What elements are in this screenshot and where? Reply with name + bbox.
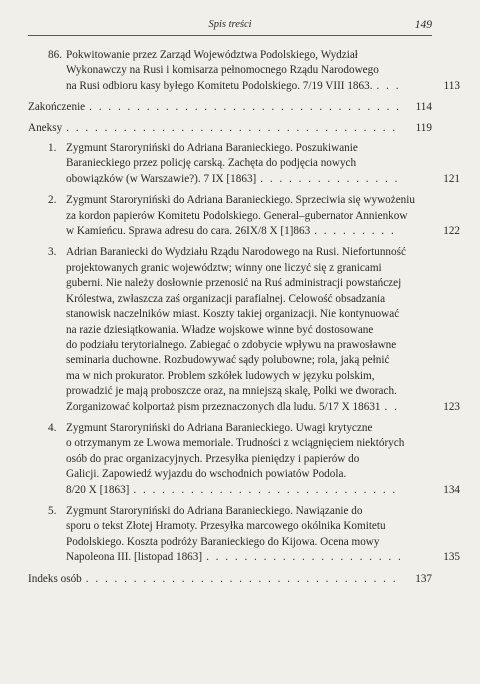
toc-entry-line: Zorganizować kolportaż pism przeznaczonych dla ludu. 5/17 X 18631 [66,400,381,413]
toc-page-ref: 135 [443,551,460,564]
toc-entry-annex-4 [28,421,460,498]
toc-entry-line: Baranieckiego przez policję carską. Zachęta do podjęcia nowych [66,157,357,170]
toc-entry-line: Zygmunt Staroryпiński do Adriana Baranieckiego. Nawiązanie do [66,504,363,517]
toc-entry-line: Adrian Baraniecki do Wydziału Rządu Narodowego na Rusi. Niefortunność [66,246,406,259]
toc-entry-line: o otrzymanym ze Lwowa memoriale. Trudności z wciągnięciem niektórych [66,437,405,450]
toc-entry-line: Zygmunt Staroryпiński do Adriana Baranieckiego. Sprzeciwia się wywożeniu [66,194,415,207]
page-number: 149 [414,19,432,31]
toc-entry-annex-3 [28,245,460,414]
toc-entry-line: stanowisk naczelników miast. Koszty takiej organizacji. Nie kontynuować [66,308,400,321]
toc-entry-line: Zygmunt Staroryпiński do Adriana Baranieckiego. Uwagi krytyczne [66,421,373,434]
leader-dots [377,79,401,94]
leader-dots [314,224,400,239]
toc-entry-line: do podziału terytorialnego. Zabiegać o zdobycie wpływu na prawosławne [66,338,397,351]
toc-page-ref: 114 [415,101,432,114]
toc-entry-number: 86. [48,49,62,61]
toc-entry-indeks [28,572,432,587]
toc-entry-number: 4. [48,421,57,434]
toc-entry-86 [28,48,460,94]
toc-entry-number: 3. [48,246,57,259]
table-of-contents [28,48,460,592]
toc-entry-line: Galicji. Zapowiedź wyjazdu do wschodnich powiatów Podola. [66,468,347,481]
leader-dots [385,400,400,415]
toc-entry-aneksy [28,121,432,136]
toc-entry-line: Pokwitowanie przez Zarząd Województwa Podolskiego, Wydział [66,49,358,61]
toc-entry-annex-2 [28,193,460,239]
toc-entry-line: projektowanych granic województw; winny one liczyć się z granicami [66,261,382,274]
toc-page-ref: 119 [415,121,432,134]
toc-entry-line: Podolskiego. Koszta podróży Baranieckiego do Kijowa. Ocena mowy [66,535,380,548]
leader-dots [86,572,400,587]
toc-page-ref: 113 [443,79,460,92]
toc-entry-label: Indeks osób [28,572,82,585]
toc-page-ref: 121 [443,172,460,185]
toc-entry-annex-1 [28,141,460,187]
running-title: Spis treści [208,19,252,30]
toc-entry-line: na razie dziesiątkowania. Władze wojskowe winne być dostosowane [66,323,374,336]
toc-entry-label: Aneksy [28,121,63,134]
leader-dots [89,100,400,115]
toc-page-ref: 137 [415,572,432,585]
toc-entry-line: guberni. Nie należy dosłownie przenosić na Ruś administracji powstańczej [66,277,402,290]
toc-entry-number: 2. [48,194,57,207]
toc-entry-line: w Kamieńcu. Sprawa adresu do cara. 26IX/8 X [1]863 [66,225,311,238]
leader-dots [260,172,400,187]
leader-dots [133,483,400,498]
leader-dots [66,121,400,136]
toc-page-ref: 122 [443,225,460,238]
toc-entry-number: 1. [48,142,57,155]
header-rule [28,35,432,36]
toc-entry-line: obowiązków (w Warszawie?). 7 IX [1863] [66,172,257,185]
toc-entry-line: Wykonawczy na Rusi i komisarza pełnomocnego Rządu Narodowego [66,64,379,77]
toc-page-ref: 134 [443,483,460,496]
toc-entry-line: seminaria duchowne. Rozbudowywać sądy polubowne; rola, jaką pełnić [66,354,390,367]
toc-entry-line: prowadzić je mają proboszcze oraz, na mniejszą skalę, Polki we dworach. [66,385,397,398]
toc-entry-line: 8/20 X [1863] [66,483,130,496]
toc-entry-line: osób do prac organizacyjnych. Przesyłka pieniędzy i papierów do [66,452,360,465]
leader-dots [206,550,400,565]
toc-entry-line: Królestwa, zwłaszcza zaś organizacji parafialnej. Celowość obsadzania [66,292,386,305]
toc-entry-line: ma w nich prokurator. Problem szkółek ludowych w języku polskim, [66,369,375,382]
toc-entry-annex-5 [28,504,460,566]
toc-entry-zakonczenie [28,100,432,115]
toc-entry-line: na Rusi odbioru kasy byłego Komitetu Podolskiego. 7/19 VIII 1863. [66,79,373,92]
toc-entry-line: Napoleona III. [listopad 1863] [66,551,203,564]
toc-page-ref: 123 [443,400,460,413]
toc-entry-number: 5. [48,504,57,517]
toc-entry-line: za kordon papierów Komitetu Podolskiego. General–gubernator Annienkow [66,209,408,222]
toc-entry-label: Zakończenie [28,101,86,114]
toc-entry-line: sporu o tekst Złotej Hramoty. Przesyłka marcowego okólnika Komitetu [66,520,386,533]
toc-entry-line: Zygmunt Staroryпiński do Adriana Baranieckiego. Poszukiwanie [66,142,358,155]
running-head [28,19,432,33]
